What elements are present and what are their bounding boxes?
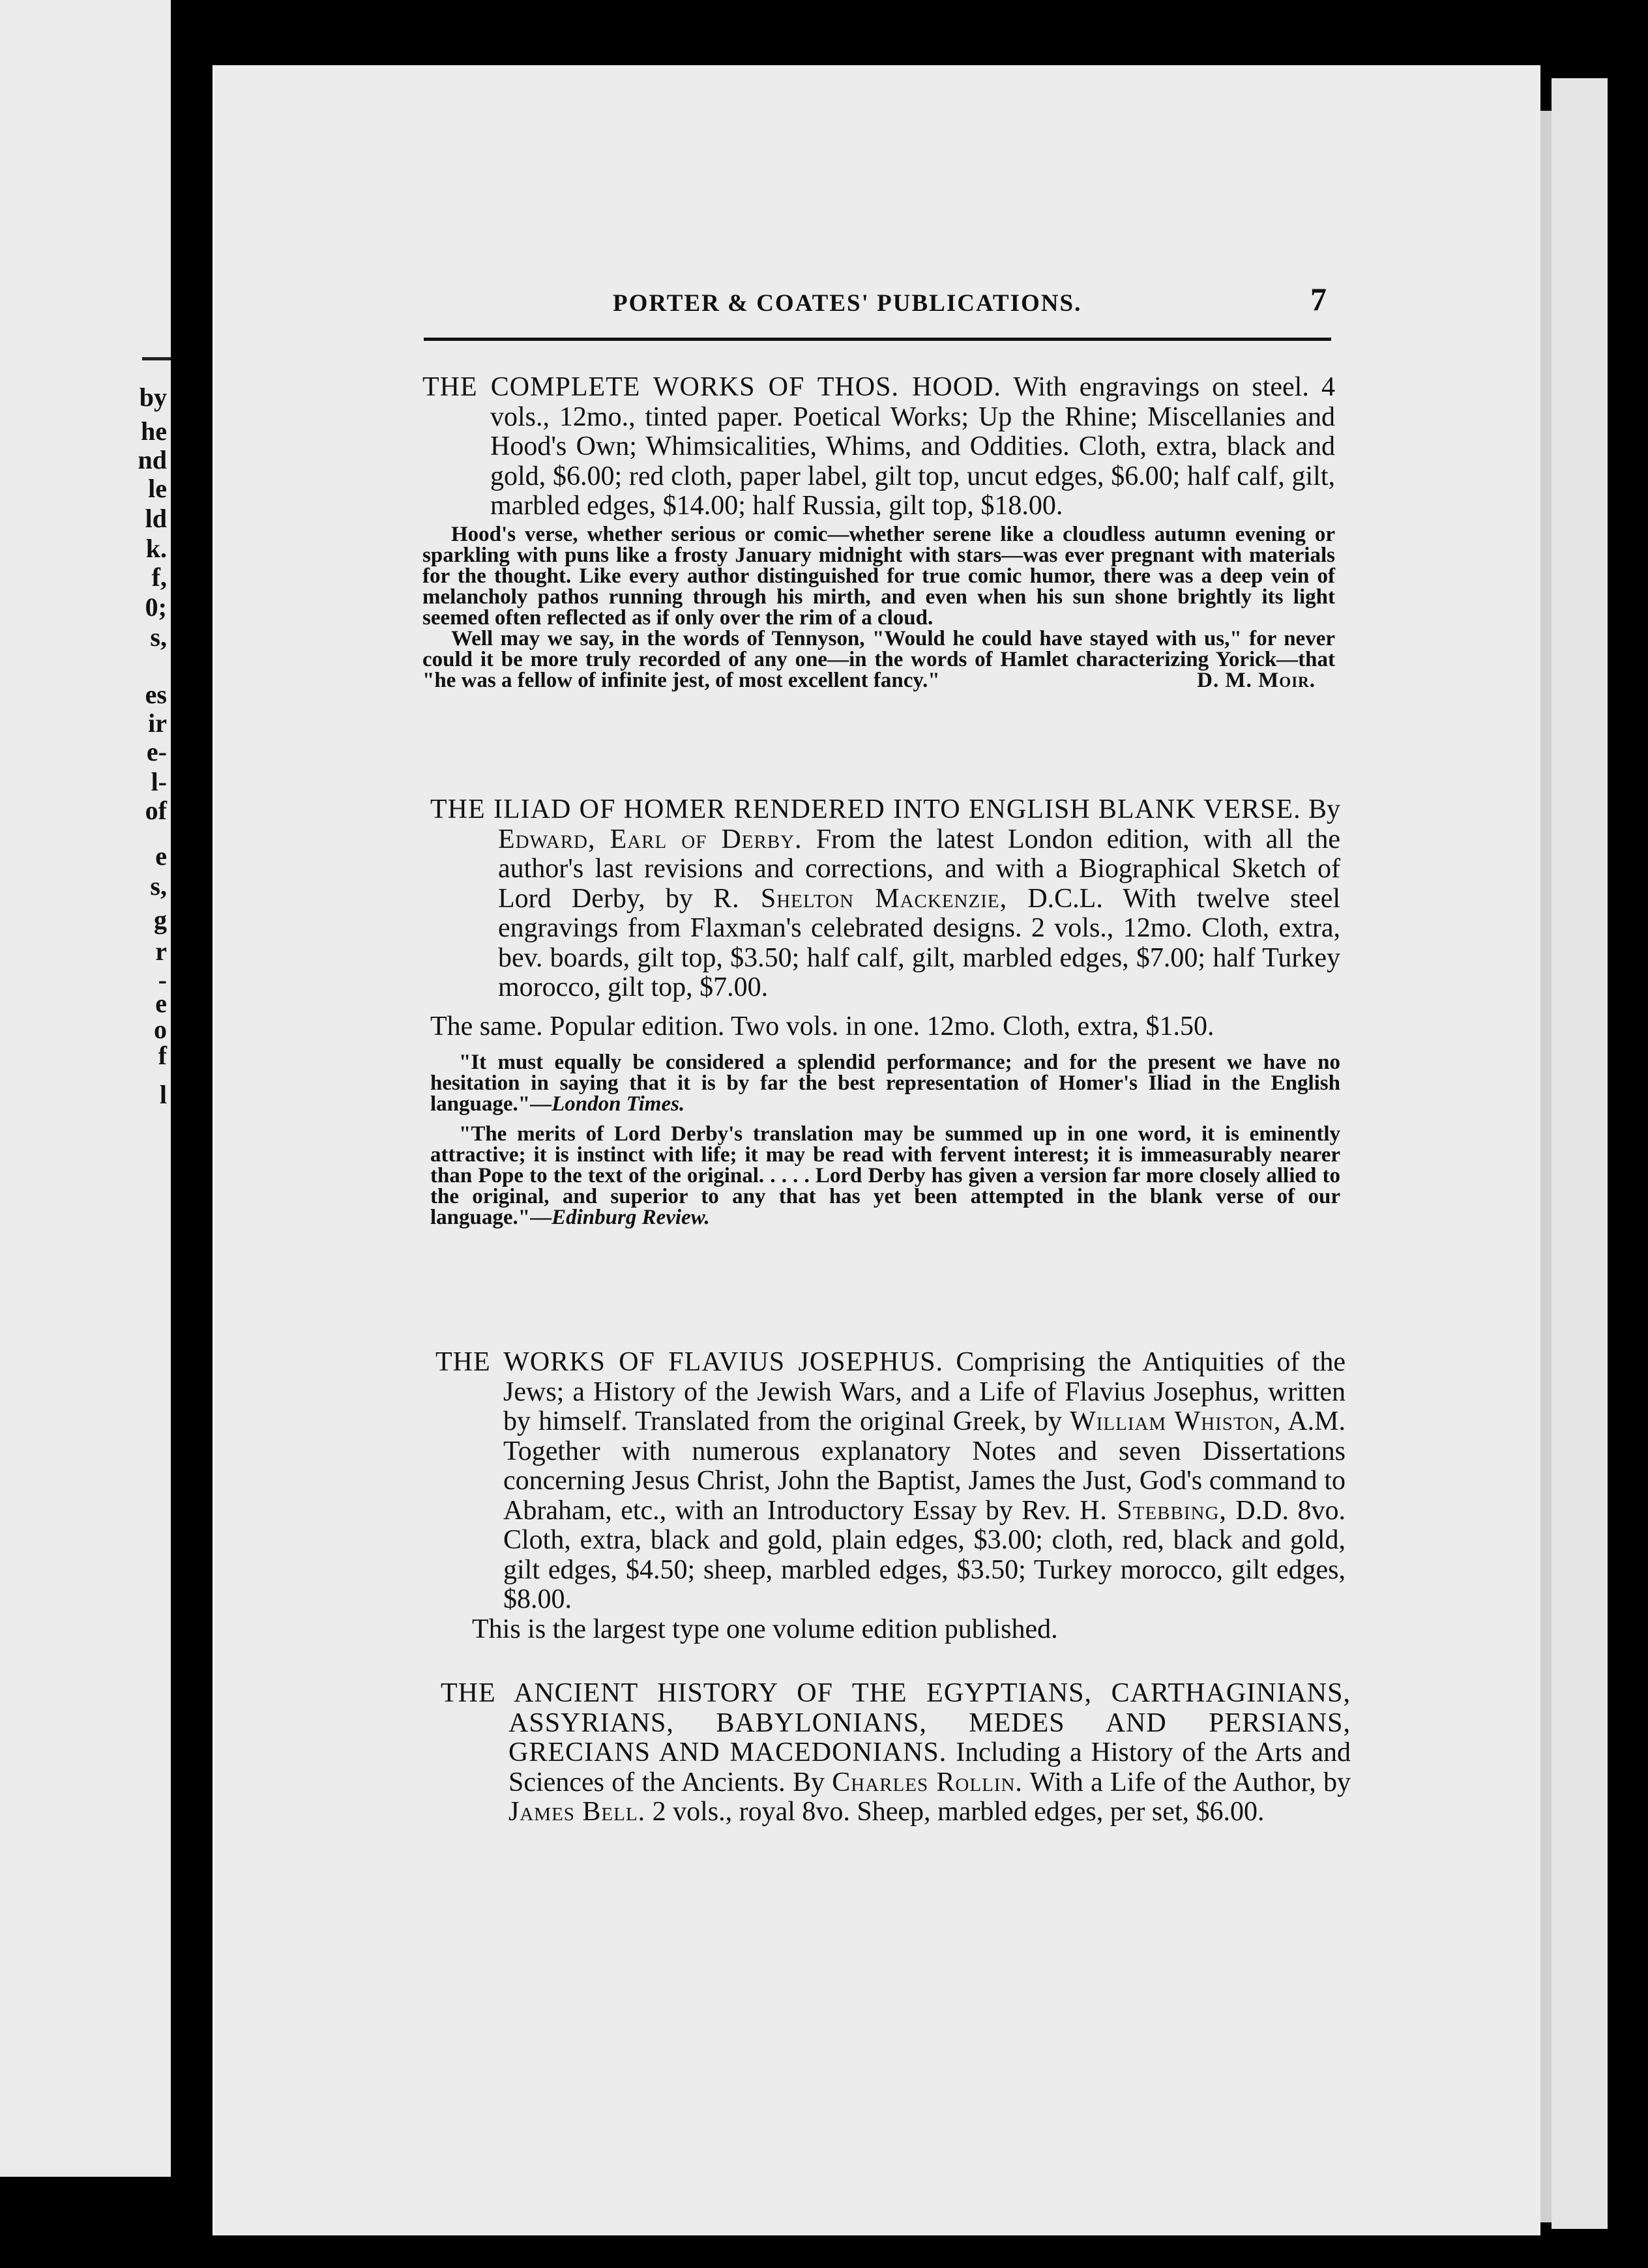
- review-source: London Times.: [552, 1092, 685, 1116]
- left-page-rule: [142, 357, 171, 360]
- entry-description: [422, 373, 1335, 521]
- left-page-text-fragment: of: [145, 796, 167, 825]
- left-page-text-fragment: k.: [145, 534, 167, 563]
- left-page-text-fragment: nd: [138, 445, 167, 474]
- left-page-text-fragment: e-: [146, 737, 167, 766]
- entry-details: With engravings on steel. 4 vols., 12mo., tinted paper. Poetical Works; Up the Rhine; Miscellanies and Hood's Own; Whimsicalities, Whims, and Oddities. Cloth, extra, black and gold, $6.00; red cloth, paper label, gilt top, uncut edges, $6.00; half calf, gilt, marbled edges, $14.00; half Russia, gilt top, $18.00.: [490, 372, 1336, 521]
- left-page-text-fragment: r: [155, 937, 167, 966]
- entry-author: William Whiston,: [1070, 1406, 1282, 1436]
- catalog-entry-rollin: [441, 1679, 1351, 1827]
- entry-author-secondary: James Bell.: [508, 1797, 646, 1827]
- left-page-text-fragment: o: [154, 1015, 167, 1044]
- entry-description: [441, 1679, 1351, 1827]
- running-head: PORTER & COATES' PUBLICATIONS.: [613, 290, 1082, 317]
- left-page-text-fragment: ir: [148, 708, 167, 738]
- left-page-text-fragment: -: [158, 965, 167, 995]
- catalog-entry-josephus: [435, 1348, 1346, 1644]
- page-stack-edge-inner: [1540, 111, 1552, 2222]
- entry-review: [430, 1052, 1340, 1228]
- review-text: "It must equally be considered a splendid performance; and for the present we have no hesitation in saying that it is by far the best representation of Homer's Iliad in the English language."—: [430, 1051, 1340, 1116]
- entry-title: THE ILIAD OF HOMER RENDERED INTO ENGLISH BLANK VERSE.: [430, 794, 1301, 824]
- entry-title: THE ANCIENT HISTORY OF THE EGYPTIANS, CARTHAGINIANS, ASSYRIANS, BABYLONIANS, MEDES AND PERSIANS, GRECIANS AND MACEDONIANS.: [441, 1678, 1351, 1767]
- catalog-entry-hood: [422, 373, 1335, 691]
- entry-details: From the latest London edition, with all the author's last revisions and corrections, and with a Biographical Sketch of Lord Derby, by: [498, 824, 1340, 914]
- left-page-text-fragment: es: [145, 680, 167, 709]
- page-stack-edge: [1552, 78, 1608, 2229]
- entry-description: [430, 795, 1340, 1003]
- header-rule: [424, 338, 1331, 341]
- entry-title: THE WORKS OF FLAVIUS JOSEPHUS.: [435, 1347, 944, 1377]
- review-source: Edinburg Review.: [552, 1206, 710, 1229]
- review-paragraph: [430, 1124, 1340, 1228]
- left-page-text-fragment: e: [155, 989, 167, 1018]
- left-page-text-fragment: he: [141, 416, 167, 446]
- review-paragraph: Well may we say, in the words of Tennyson, "Would he could have stayed with us," for never could it be more truly recorded of any one—in the words of Hamlet characterizing Yorick—that "he was a fellow of infinite jest, of most excellent fancy.": [422, 626, 1335, 692]
- left-page-text-fragment: g: [154, 905, 167, 935]
- left-page-text-fragment: 0;: [145, 592, 167, 622]
- entry-details: A.M. Together with numerous explanatory Notes and seven Dissertations concerning Jesus Christ, John the Baptist, James the Just, God's command to Abraham, etc., with an Introductory Essay by Rev.: [503, 1406, 1346, 1526]
- entry-author: Charles Rollin.: [832, 1767, 1023, 1797]
- entry-author-secondary: R. Shelton Mackenzie,: [713, 883, 1008, 914]
- left-page-text-fragment: f,: [151, 562, 167, 592]
- left-page-text-fragment: l-: [151, 767, 167, 796]
- left-page-text-fragment: s,: [150, 871, 167, 901]
- left-page-text-fragment: le: [148, 474, 167, 503]
- entry-details: With a Life of the Author, by: [1029, 1767, 1351, 1797]
- entry-details: D.D. 8vo. Cloth, extra, black and gold, plain edges, $3.00; cloth, red, black and gold, gilt edges, $4.50; sheep, marbled edges, $3.50; Turkey morocco, gilt edges, $8.00.: [503, 1495, 1346, 1614]
- entry-details: Comprising the Antiquities of the Jews; a History of the Jewish Wars, and a Life of Flavius Josephus, written by himself. Translated from the original Greek, by: [503, 1347, 1346, 1436]
- left-page-text-fragment: ld: [145, 504, 167, 533]
- entry-details: 2 vols., royal 8vo. Sheep, marbled edges, per set, $6.00.: [652, 1797, 1265, 1827]
- page-number: 7: [1310, 281, 1327, 317]
- entry-details: D.C.L. With twelve steel engravings from Flaxman's celebrated designs. 2 vols., 12mo. Cloth, extra, bev. boards, gilt top, $3.50; half calf, gilt, marbled edges, $7.00; half Turkey morocco, gilt top, $7.00.: [498, 883, 1341, 1002]
- entry-author: Edward, Earl of Derby.: [498, 824, 802, 854]
- review-attribution: D. M. Moir.: [1197, 668, 1316, 692]
- review-text: "The merits of Lord Derby's translation may be summed up in one word, it is eminently attractive; it is instinct with life; it may be read with fervent interest; it is immeasurably nearer than Pope to the text of the original. . . . . Lord Derby has given a version far more closely allied to the original, and superior to any that has yet been attempted in the blank verse of our language."—: [430, 1122, 1340, 1229]
- left-page-text-fragment: s,: [150, 622, 167, 652]
- left-page-text-fragment: f: [158, 1041, 167, 1070]
- left-page-text-fragment: e: [155, 841, 167, 871]
- review-paragraph: Hood's verse, whether serious or comic—whether serene like a cloudless autumn evening or sparkling with puns like a frosty January midnight with stars—was ever pregnant with materials for the thought. Like every author distinguished for true comic humor, there was a deep vein of melancholy pathos running through his mirth, and even when his sun shone brightly its light seemed often reflected as if only over the rim of a cloud.: [422, 522, 1335, 630]
- left-page-text-fragment: l: [159, 1080, 167, 1109]
- entry-popular-edition: The same. Popular edition. Two vols. in one. 12mo. Cloth, extra, $1.50.: [430, 1011, 1214, 1041]
- entry-details: Including a History of the Arts and Sciences of the Ancients. By: [508, 1737, 1351, 1797]
- entry-description: [435, 1348, 1346, 1615]
- entry-author-secondary: H. Stebbing,: [1080, 1495, 1227, 1526]
- left-page-edge: [0, 0, 171, 2177]
- entry-title: THE COMPLETE WORKS OF THOS. HOOD.: [422, 372, 1001, 402]
- catalog-entry-iliad: [430, 795, 1340, 1228]
- entry-review: [422, 524, 1335, 691]
- entry-by: By: [1308, 794, 1340, 824]
- review-paragraph: [430, 1052, 1340, 1114]
- entry-note: This is the largest type one volume edition published.: [472, 1614, 1058, 1644]
- left-page-text-fragment: by: [139, 383, 167, 412]
